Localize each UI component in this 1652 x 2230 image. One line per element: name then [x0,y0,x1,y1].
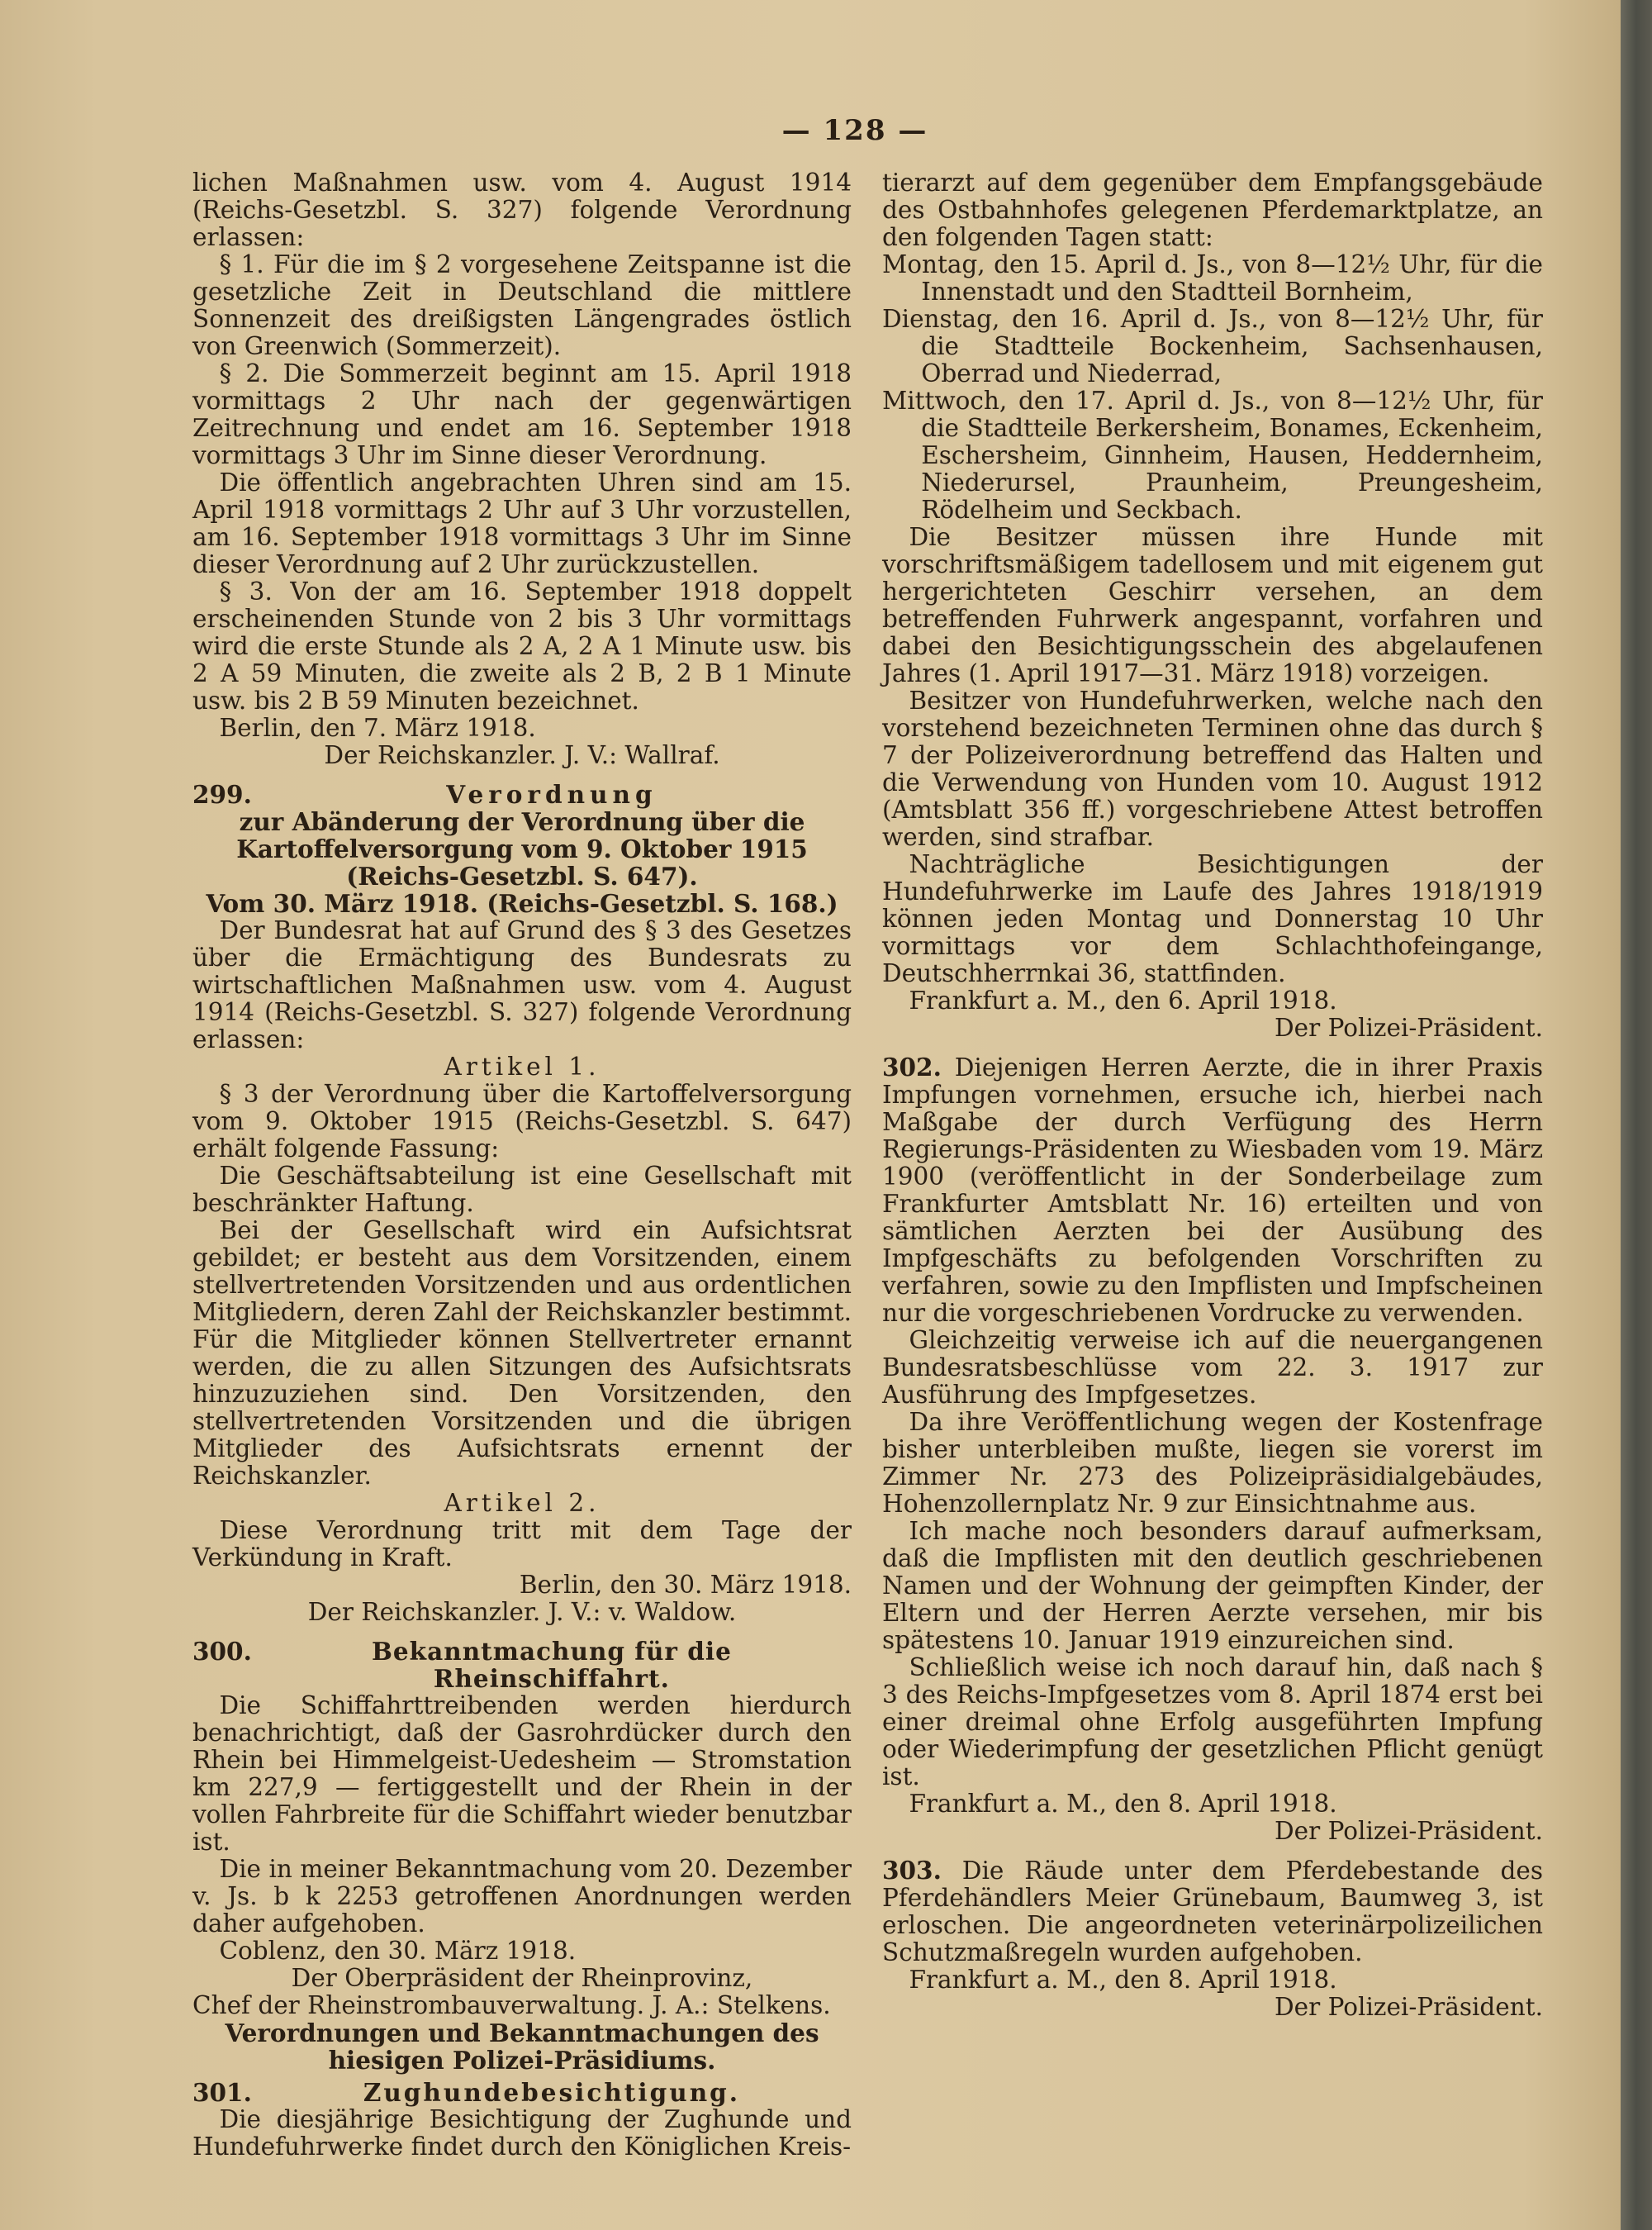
signature: Chef der Rheinstrombauverwaltung. J. A.: Stelkens. [192,1991,831,2019]
section-300-header [192,1638,852,1692]
section-number: 299. [192,780,252,809]
paragraph: § 3 der Verordnung über die Kartoffelversorgung vom 9. Oktober 1915 (Reichs-Gesetzbl. S. 647) erhält folgende Fassung: [192,1080,852,1163]
schedule-day: Montag, den 15. April d. Js., von 8—12½ Uhr, für die Innenstadt und den Stadtteil Bornheim, [882,250,1543,306]
signature: Der Polizei-Präsident. [1275,1993,1543,2021]
page-number: — 128 — [781,114,928,147]
place-date: Coblenz, den 30. März 1918. [219,1937,577,1965]
schedule-day: Dienstag, den 16. April d. Js., von 8—12½ Uhr, für die Stadtteile Bockenheim, Sachsenhausen, Oberrad und Niederrad, [882,305,1543,388]
paragraph: Diese Verordnung tritt mit dem Tage der Verkündung in Kraft. [192,1516,852,1571]
paragraph: Schließlich weise ich noch darauf hin, daß nach § 3 des Reichs-Impfgesetzes vom 8. April 1874 erst bei einer dreimal ohne Erfolg ausgeführten Impfung oder Wiederimpfung der gesetzlichen Pflicht genügt ist. [882,1653,1543,1790]
place-date: Berlin, den 7. März 1918. [219,714,536,742]
paragraph: Die Geschäftsabteilung ist eine Gesellschaft mit beschränkter Haftung. [192,1162,852,1217]
place-date: Berlin, den 30. März 1918. [519,1571,852,1599]
paragraph-s1: § 1. Für die im § 2 vorgesehene Zeitspanne ist die gesetzliche Zeit in Deutschland die mittlere Sonnenzeit des dreißigsten Längengrades östlich von Greenwich (Sommerzeit). [192,250,852,360]
paragraph: Nachträgliche Besichtigungen der Hundefuhrwerke im Laufe des Jahres 1918/1919 können jeden Montag und Donnerstag 10 Uhr vormittags vor dem Schlachthofeingange, Deutschherrnkai 36, stattfinden. [882,850,1543,987]
signature: Der Reichskanzler. J. V.: v. Waldow. [307,1598,737,1626]
paragraph-s3: § 3. Von der am 16. September 1918 doppelt erscheinenden Stunde von 2 bis 3 Uhr vormittags wird die erste Stunde als 2 A, 2 A 1 Minute usw. bis 2 A 59 Minuten, die zweite als 2 B, 2 B 1 Minute usw. bis 2 B 59 Minuten bezeichnet. [192,578,852,715]
paragraph: Die Besitzer müssen ihre Hunde mit vorschriftsmäßigem tadellosem und mit eigenem gut hergerichteten Geschirr versehen, an dem betreffenden Fuhrwerk angespannt, vorfahren und dabei den Besichtigungsschein des abgelaufenen Jahres (1. April 1917—31. März 1918) vorzeigen. [882,523,1543,687]
paragraph-s2: § 2. Die Sommerzeit beginnt am 15. April 1918 vormittags 2 Uhr nach der gegenwärtigen Zeitrechnung und endet am 16. September 1918 vormittags 3 Uhr im Sinne dieser Verordnung. [192,359,852,469]
paragraph [882,1857,1543,1966]
section-title: Zughundebesichtigung. [363,2078,741,2107]
schedule-day: Mittwoch, den 17. April d. Js., von 8—12½ Uhr, für die Stadtteile Berkersheim, Bonames, Eckenheim, Eschersheim, Ginnheim, Hausen, Heddernheim, Niederursel, Praunheim, Preungesheim, Rödelheim und Seckbach. [882,387,1543,524]
paragraph: Da ihre Veröffentlichung wegen der Kostenfrage bisher unterbleiben mußte, liegen sie vorerst im Zimmer Nr. 273 des Polizeipräsidialgebäudes, Hohenzollernplatz Nr. 9 zur Einsichtnahme aus. [882,1408,1543,1518]
paragraph: tierarzt auf dem gegenüber dem Empfangsgebäude des Ostbahnhofes gelegenen Pferdemarktplatze, an den folgenden Tagen statt: [882,169,1543,251]
paragraph: Bei der Gesellschaft wird ein Aufsichtsrat gebildet; er besteht aus dem Vorsitzenden, einem stellvertretenden Vorsitzenden und aus ordentlichen Mitgliedern, deren Zahl der Reichskanzler bestimmt. Für die Mitglieder können Stellvertreter ernannt werden, die zu allen Sitzungen des Aufsichtsrats hinzuzuziehen sind. Den Vorsitzenden, den stellvertretenden Vorsitzenden und die übrigen Mitglieder des Aufsichtsrats ernennt der Reichskanzler. [192,1216,852,1490]
right-column [882,169,1543,2021]
section-number: 303. [882,1856,942,1885]
section-heading: Verordnungen und Bekanntmachungen des hiesigen Polizei-Präsidiums. [225,2018,819,2075]
section-299-header [192,781,852,808]
paragraph: Die diesjährige Besichtigung der Zughunde und Hundefuhrwerke findet durch den Königlichen Kreis- [192,2105,852,2161]
section-title: Verordnung [446,780,657,809]
section-number: 301. [192,2078,252,2107]
book-spine [1621,0,1652,2230]
article-heading: Artikel 2. [444,1489,601,1517]
paragraph-clocks: Die öffentlich angebrachten Uhren sind am 15. April 1918 vormittags 2 Uhr auf 3 Uhr vorzustellen, am 16. September 1918 vormittags 3 Uhr im Sinne dieser Verordnung auf 2 Uhr zurückzustellen. [192,468,852,578]
section-title: Bekanntmachung für die Rheinschiffahrt. [371,1637,732,1693]
section-301-header [192,2079,852,2106]
paragraph-text: Die Räude unter dem Pferdebestande des Pferdehändlers Meier Grünebaum, Baumweg 3, ist erloschen. Die angeordneten veterinärpolizeilichen Schutzmaßregeln wurden aufgehoben. [882,1857,1543,1966]
left-column [192,169,852,2161]
signature: Der Polizei-Präsident. [1275,1817,1543,1845]
paragraph: Der Bundesrat hat auf Grund des § 3 des Gesetzes über die Ermächtigung des Bundesrats zu wirtschaftlichen Maßnahmen usw. vom 4. August 1914 (Reichs-Gesetzbl. S. 327) folgende Verordnung erlassen: [192,916,852,1053]
left-intro: lichen Maßnahmen usw. vom 4. August 1914 (Reichs-Gesetzbl. S. 327) folgende Verordnung erlassen: [192,169,852,251]
signature: Der Polizei-Präsident. [1275,1014,1543,1042]
paragraph: Die Schiffahrttreibenden werden hierdurch benachrichtigt, daß der Gasrohrdücker durch den Rhein bei Himmelgeist-Uedesheim — Stromstation km 227,9 — fertiggestellt und der Rhein in der vollen Fahrbreite für die Schiffahrt wieder benutzbar ist. [192,1691,852,1856]
paragraph [882,1053,1543,1327]
paragraph-text: Diejenigen Herren Aerzte, die in ihrer Praxis Impfungen vornehmen, ersuche ich, hierbei nach Maßgabe der durch Verfügung des Herrn Regierungs-Präsidenten zu Wiesbaden vom 19. März 1900 (veröffentlicht in der Sonderbeilage zum Frankfurter Amtsblatt Nr. 16) erteilten und von sämtlichen Aerzten bei der Ausübung des Impfgeschäfts zu befolgenden Vorschriften zu verfahren, sowie zu den Impflisten und Impfscheinen nur die vorgeschriebenen Vordrucke zu verwenden. [882,1053,1543,1327]
section-number: 302. [882,1053,942,1082]
place-date: Frankfurt a. M., den 8. April 1918. [909,1966,1337,1994]
signature: Der Oberpräsident der Rheinprovinz, [291,1964,753,1992]
paragraph: Besitzer von Hundefuhrwerken, welche nach den vorstehend bezeichneten Terminen ohne das durch § 7 der Polizeiverordnung betreffend das Halten und die Verwendung von Hunden vom 10. August 1912 (Amtsblatt 356 ff.) vorgeschriebene Attest betroffen werden, sind strafbar. [882,687,1543,851]
paragraph: Gleichzeitig verweise ich auf die neuergangenen Bundesratsbeschlüsse vom 22. 3. 1917 zur Ausführung des Impfgesetzes. [882,1326,1543,1409]
paragraph: Die in meiner Bekanntmachung vom 20. Dezember v. Js. b k 2253 getroffenen Anordnungen werden daher aufgehoben. [192,1855,852,1938]
paragraph: Ich mache noch besonders darauf aufmerksam, daß die Impflisten mit den deutlich geschriebenen Namen und der Wohnung der geimpften Kinder, der Eltern und der Herren Aerzte versehen, mir bis spätestens 10. Januar 1919 einzureichen sind. [882,1517,1543,1654]
place-date: Frankfurt a. M., den 6. April 1918. [909,987,1337,1015]
article-heading: Artikel 1. [444,1053,601,1081]
section-date-line: Vom 30. März 1918. (Reichs-Gesetzbl. S. 168.) [206,889,838,918]
place-date: Frankfurt a. M., den 8. April 1918. [909,1790,1337,1818]
section-number: 300. [192,1637,252,1666]
section-subtitle: zur Abänderung der Verordnung über die Kartoffelversorgung vom 9. Oktober 1915 (Reichs-Gesetzbl. S. 647). [236,807,808,891]
signature: Der Reichskanzler. J. V.: Wallraf. [324,741,720,769]
